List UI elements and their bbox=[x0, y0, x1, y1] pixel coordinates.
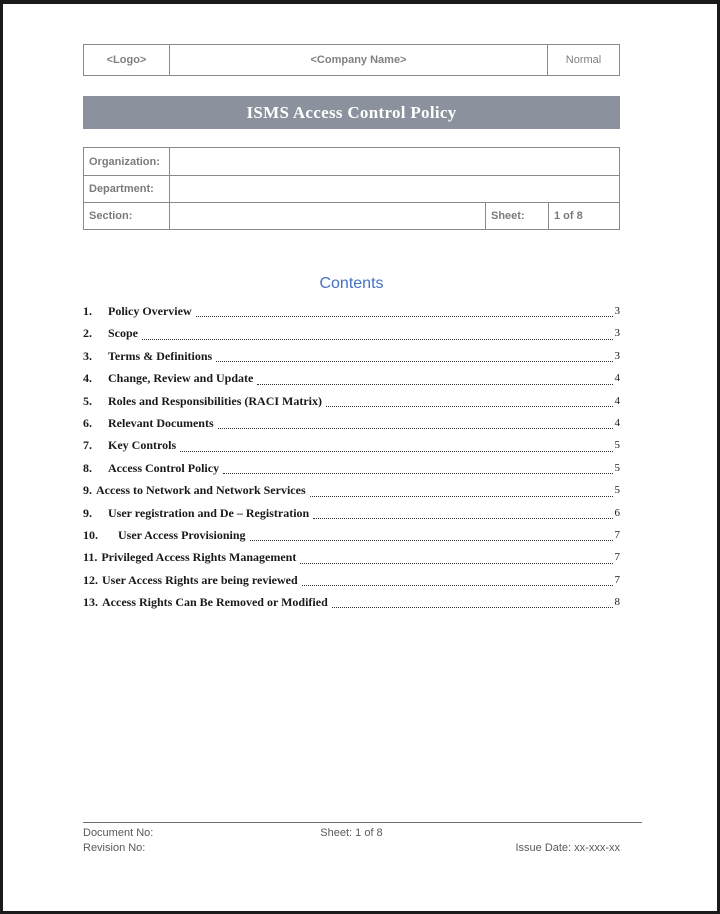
toc-entry-page: 4 bbox=[614, 394, 620, 407]
table-of-contents bbox=[83, 300, 620, 613]
toc-dot-leader bbox=[193, 300, 614, 322]
toc-entry-page: 3 bbox=[614, 305, 620, 317]
toc-entry-title: Relevant Documents bbox=[108, 415, 214, 430]
toc-dot-leader bbox=[220, 457, 613, 479]
department-label: Department: bbox=[84, 175, 169, 202]
toc-entry-page: 5 bbox=[614, 439, 620, 452]
toc-dot-leader bbox=[213, 345, 613, 367]
toc-dot-leader bbox=[215, 412, 614, 434]
toc-entry[interactable] bbox=[83, 300, 620, 322]
toc-entry-page: 4 bbox=[614, 372, 620, 385]
toc-dot-leader bbox=[299, 569, 614, 591]
toc-entry[interactable] bbox=[83, 412, 620, 434]
header-table bbox=[83, 44, 620, 76]
toc-entry-number: 3. bbox=[83, 348, 92, 363]
toc-entry-title: Terms & Definitions bbox=[108, 348, 213, 363]
toc-dot-leader bbox=[329, 591, 614, 613]
toc-entry[interactable] bbox=[83, 367, 620, 389]
toc-entry-title: Scope bbox=[108, 326, 138, 341]
document-title-bar bbox=[83, 96, 620, 129]
logo-placeholder[interactable]: <Logo> bbox=[106, 54, 147, 66]
toc-entry-title: Policy Overview bbox=[108, 304, 192, 318]
toc-entry-title: Key Controls bbox=[108, 438, 177, 453]
toc-entry-number: 13. bbox=[83, 595, 98, 610]
toc-entry-title: User Access Rights are being reviewed bbox=[102, 572, 298, 587]
toc-entry-number: 5. bbox=[83, 393, 92, 408]
toc-dot-leader bbox=[177, 434, 613, 456]
revision-no-label: Revision No: bbox=[83, 842, 146, 854]
toc-dot-leader bbox=[323, 390, 613, 412]
sheet-label: Sheet: bbox=[485, 202, 548, 229]
toc-entry-page: 7 bbox=[614, 573, 620, 586]
toc-entry-title: Access Rights Can Be Removed or Modified bbox=[102, 595, 328, 610]
toc-dot-leader bbox=[307, 479, 614, 501]
toc-entry-title: Change, Review and Update bbox=[108, 371, 254, 386]
toc-entry-title: Access to Network and Network Services bbox=[96, 483, 306, 498]
toc-entry[interactable] bbox=[83, 479, 620, 501]
toc-dot-leader bbox=[139, 322, 614, 344]
toc-dot-leader bbox=[297, 546, 613, 568]
toc-entry-page: 6 bbox=[614, 506, 620, 519]
toc-entry[interactable] bbox=[83, 322, 620, 344]
footer-spacer bbox=[262, 841, 441, 856]
toc-entry-page: 7 bbox=[614, 551, 620, 564]
toc-entry-number: 6. bbox=[83, 415, 92, 430]
toc-entry-page: 5 bbox=[614, 484, 620, 497]
organization-value[interactable] bbox=[169, 148, 619, 175]
toc-entry[interactable] bbox=[83, 524, 620, 546]
section-value[interactable] bbox=[169, 202, 485, 229]
toc-entry[interactable] bbox=[83, 434, 620, 456]
toc-entry[interactable] bbox=[83, 569, 620, 591]
toc-entry[interactable] bbox=[83, 390, 620, 412]
company-name-placeholder[interactable]: <Company Name> bbox=[169, 45, 547, 75]
toc-entry-number: 2. bbox=[83, 326, 92, 341]
footer-spacer bbox=[441, 826, 620, 841]
toc-entry-page: 3 bbox=[614, 349, 620, 362]
organization-label: Organization: bbox=[89, 155, 160, 168]
toc-entry-number: 8. bbox=[83, 460, 92, 475]
toc-entry-number: 9. bbox=[83, 483, 92, 498]
toc-entry-title: User Access Provisioning bbox=[118, 527, 246, 542]
toc-entry-number: 9. bbox=[83, 505, 92, 520]
toc-entry[interactable] bbox=[83, 457, 620, 479]
document-no-label: Document No: bbox=[83, 827, 154, 839]
classification-label: Normal bbox=[547, 45, 619, 75]
page-footer bbox=[83, 822, 642, 856]
toc-entry[interactable] bbox=[83, 546, 620, 568]
toc-entry-number: 1. bbox=[83, 304, 92, 318]
document-title: ISMS Access Control Policy bbox=[246, 102, 457, 122]
toc-entry-number: 7. bbox=[83, 438, 92, 453]
contents-heading: Contents bbox=[319, 275, 384, 292]
toc-entry-page: 5 bbox=[614, 461, 620, 474]
toc-entry-title: User registration and De – Registration bbox=[108, 505, 310, 520]
department-value[interactable] bbox=[169, 175, 619, 202]
toc-entry-page: 7 bbox=[614, 528, 620, 541]
document-info-table bbox=[83, 147, 620, 230]
toc-dot-leader bbox=[247, 524, 614, 546]
toc-entry-page: 3 bbox=[614, 327, 620, 340]
toc-entry[interactable] bbox=[83, 591, 620, 613]
toc-entry-title: Roles and Responsibilities (RACI Matrix) bbox=[108, 393, 323, 408]
toc-entry-number: 4. bbox=[83, 371, 92, 386]
toc-entry-page: 4 bbox=[614, 416, 620, 429]
toc-dot-leader bbox=[310, 502, 613, 524]
toc-entry-page: 8 bbox=[614, 596, 620, 609]
toc-entry-number: 11. bbox=[83, 550, 98, 565]
toc-entry[interactable] bbox=[83, 502, 620, 524]
toc-entry-title: Privileged Access Rights Management bbox=[101, 550, 297, 565]
toc-entry-number: 10. bbox=[83, 527, 98, 542]
toc-entry-number: 12. bbox=[83, 572, 98, 587]
issue-date-label: Issue Date: xx-xxx-xx bbox=[515, 842, 620, 854]
toc-entry[interactable] bbox=[83, 345, 620, 367]
section-label: Section: bbox=[84, 202, 169, 229]
toc-dot-leader bbox=[254, 367, 613, 389]
toc-entry-title: Access Control Policy bbox=[108, 460, 220, 475]
sheet-value: 1 of 8 bbox=[548, 202, 619, 229]
footer-sheet-info: Sheet: 1 of 8 bbox=[320, 827, 383, 839]
